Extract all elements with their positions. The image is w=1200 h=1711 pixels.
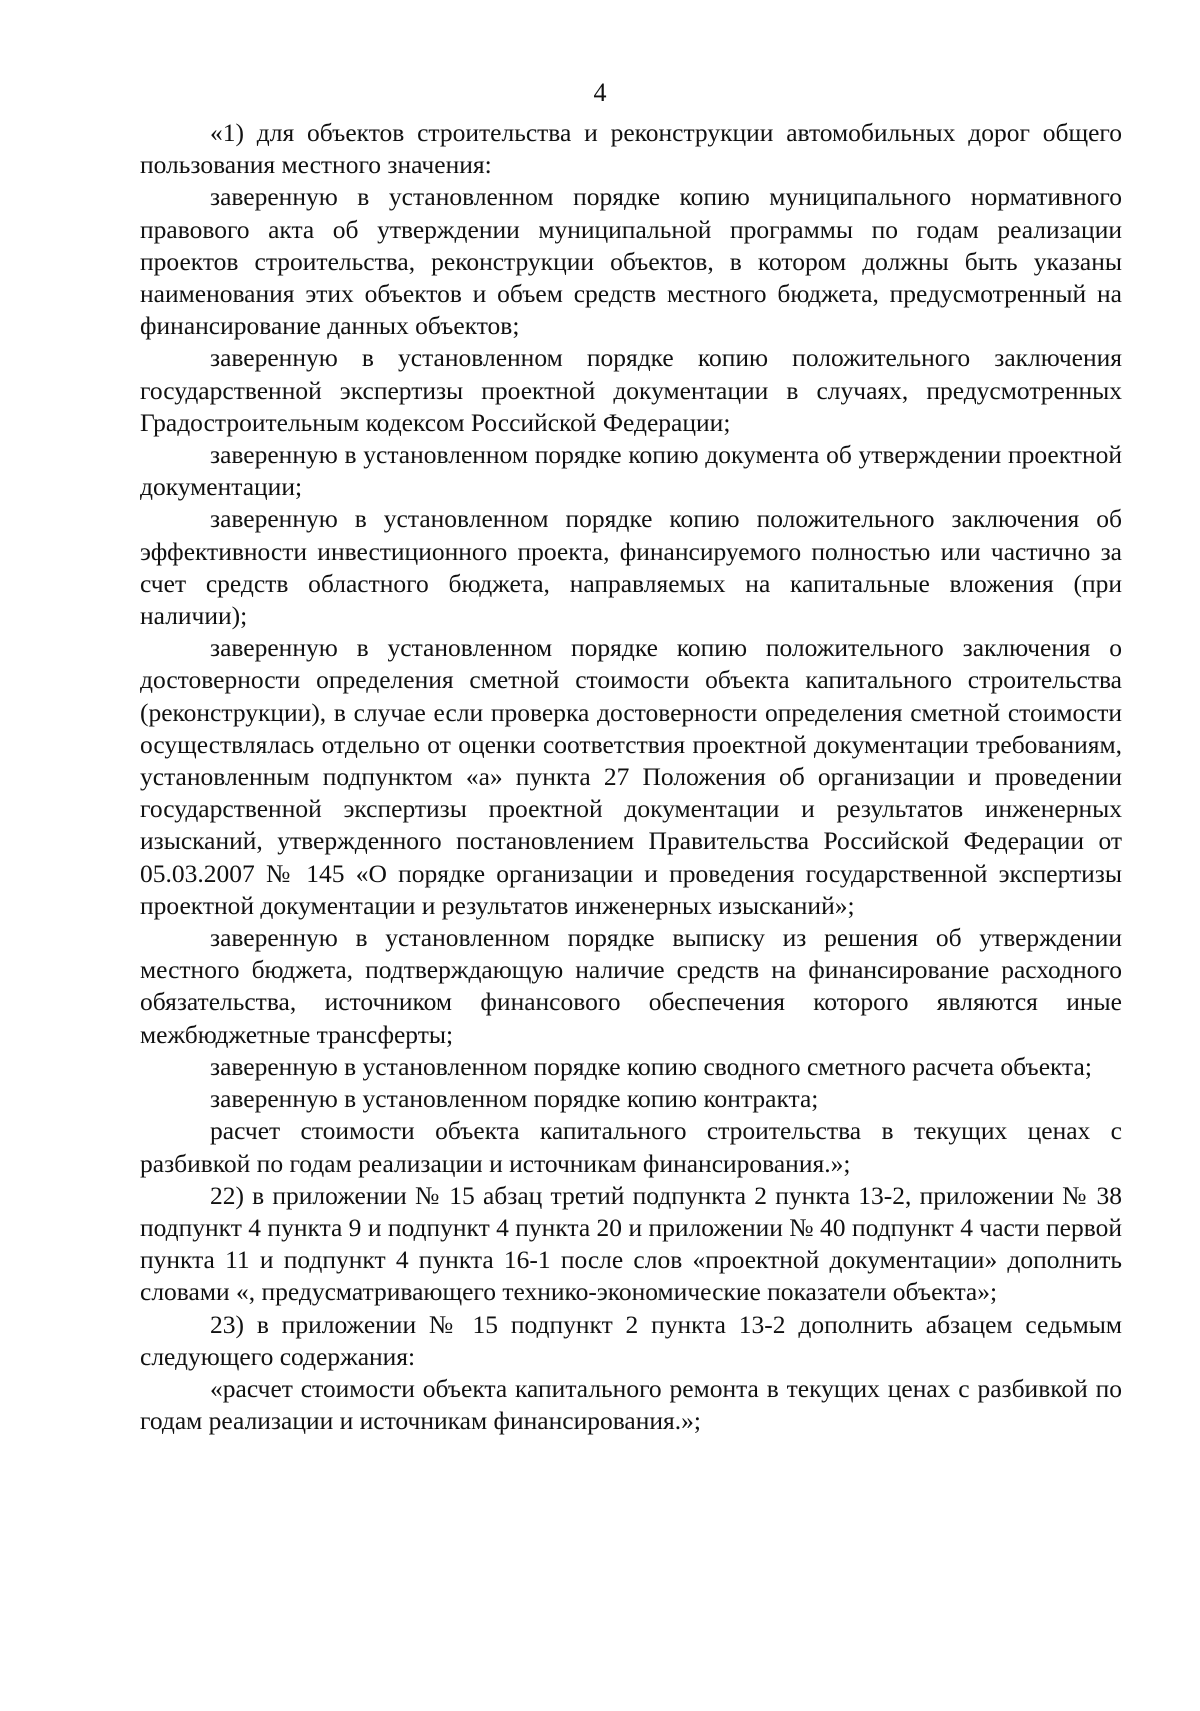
- paragraph: «расчет стоимости объекта капитального ремонта в текущих ценах с разбивкой по годам реализации и источникам финансирования.»;: [140, 1373, 1122, 1436]
- document-body: [140, 117, 1122, 1437]
- paragraph: заверенную в установленном порядке выписку из решения об утверждении местного бюджета, подтверждающую наличие средств на финансирование расходного обязательства, источником финансового обеспечения которого являются иные межбюджетные трансферты;: [140, 923, 1122, 1049]
- paragraph: заверенную в установленном порядке копию положительного заключения о достоверности определения сметной стоимости объекта капитального строительства (реконструкции), в случае если проверка достоверности определения сметной стоимости осуществлялась отдельно от оценки соответствия проектной документации требованиям, установленным подпунктом «а» пункта 27 Положения об организации и проведении государственной экспертизы проектной документации и результатов инженерных изысканий, утвержденного постановлением Правительства Российской Федерации от 05.03.2007 № 145 «О порядке организации и проведения государственной экспертизы проектной документации и результатов инженерных изысканий»;: [140, 633, 1122, 920]
- paragraph: расчет стоимости объекта капитального строительства в текущих ценах с разбивкой по годам реализации и источникам финансирования.»;: [140, 1116, 1122, 1178]
- paragraph: 22) в приложении № 15 абзац третий подпункта 2 пункта 13-2, приложении № 38 подпункт 4 пункта 9 и подпункт 4 пункта 20 и приложении № 40 подпункт 4 части первой пункта 11 и подпункт 4 пункта 16-1 после слов «проектной документации» дополнить словами «, предусматривающего технико-экономические показатели объекта»;: [140, 1180, 1122, 1307]
- paragraph: заверенную в установленном порядке копию сводного сметного расчета объекта;: [210, 1051, 1092, 1081]
- paragraph: заверенную в установленном порядке копию контракта;: [210, 1084, 819, 1114]
- paragraph: 23) в приложении № 15 подпункт 2 пункта 13-2 дополнить абзацем седьмым следующего содержания:: [140, 1309, 1122, 1371]
- page-number: 4: [593, 78, 607, 107]
- paragraph: заверенную в установленном порядке копию документа об утверждении проектной документации;: [140, 440, 1122, 502]
- paragraph: заверенную в установленном порядке копию муниципального нормативного правового акта об утверждении муниципальной программы по годам реализации проектов строительства, реконструкции объектов, в котором должны быть указаны наименования этих объектов и объем средств местного бюджета, предусмотренный на финансирование данных объектов;: [140, 182, 1122, 341]
- paragraph: заверенную в установленном порядке копию положительного заключения государственной экспертизы проектной документации в случаях, предусмотренных Градостроительным кодексом Российской Федерации;: [140, 343, 1122, 437]
- paragraph: «1) для объектов строительства и реконструкции автомобильных дорог общего пользования местного значения:: [140, 118, 1122, 180]
- paragraph: заверенную в установленном порядке копию положительного заключения об эффективности инвестиционного проекта, финансируемого полностью или частично за счет средств областного бюджета, направляемых на капитальные вложения (при наличии);: [140, 504, 1122, 631]
